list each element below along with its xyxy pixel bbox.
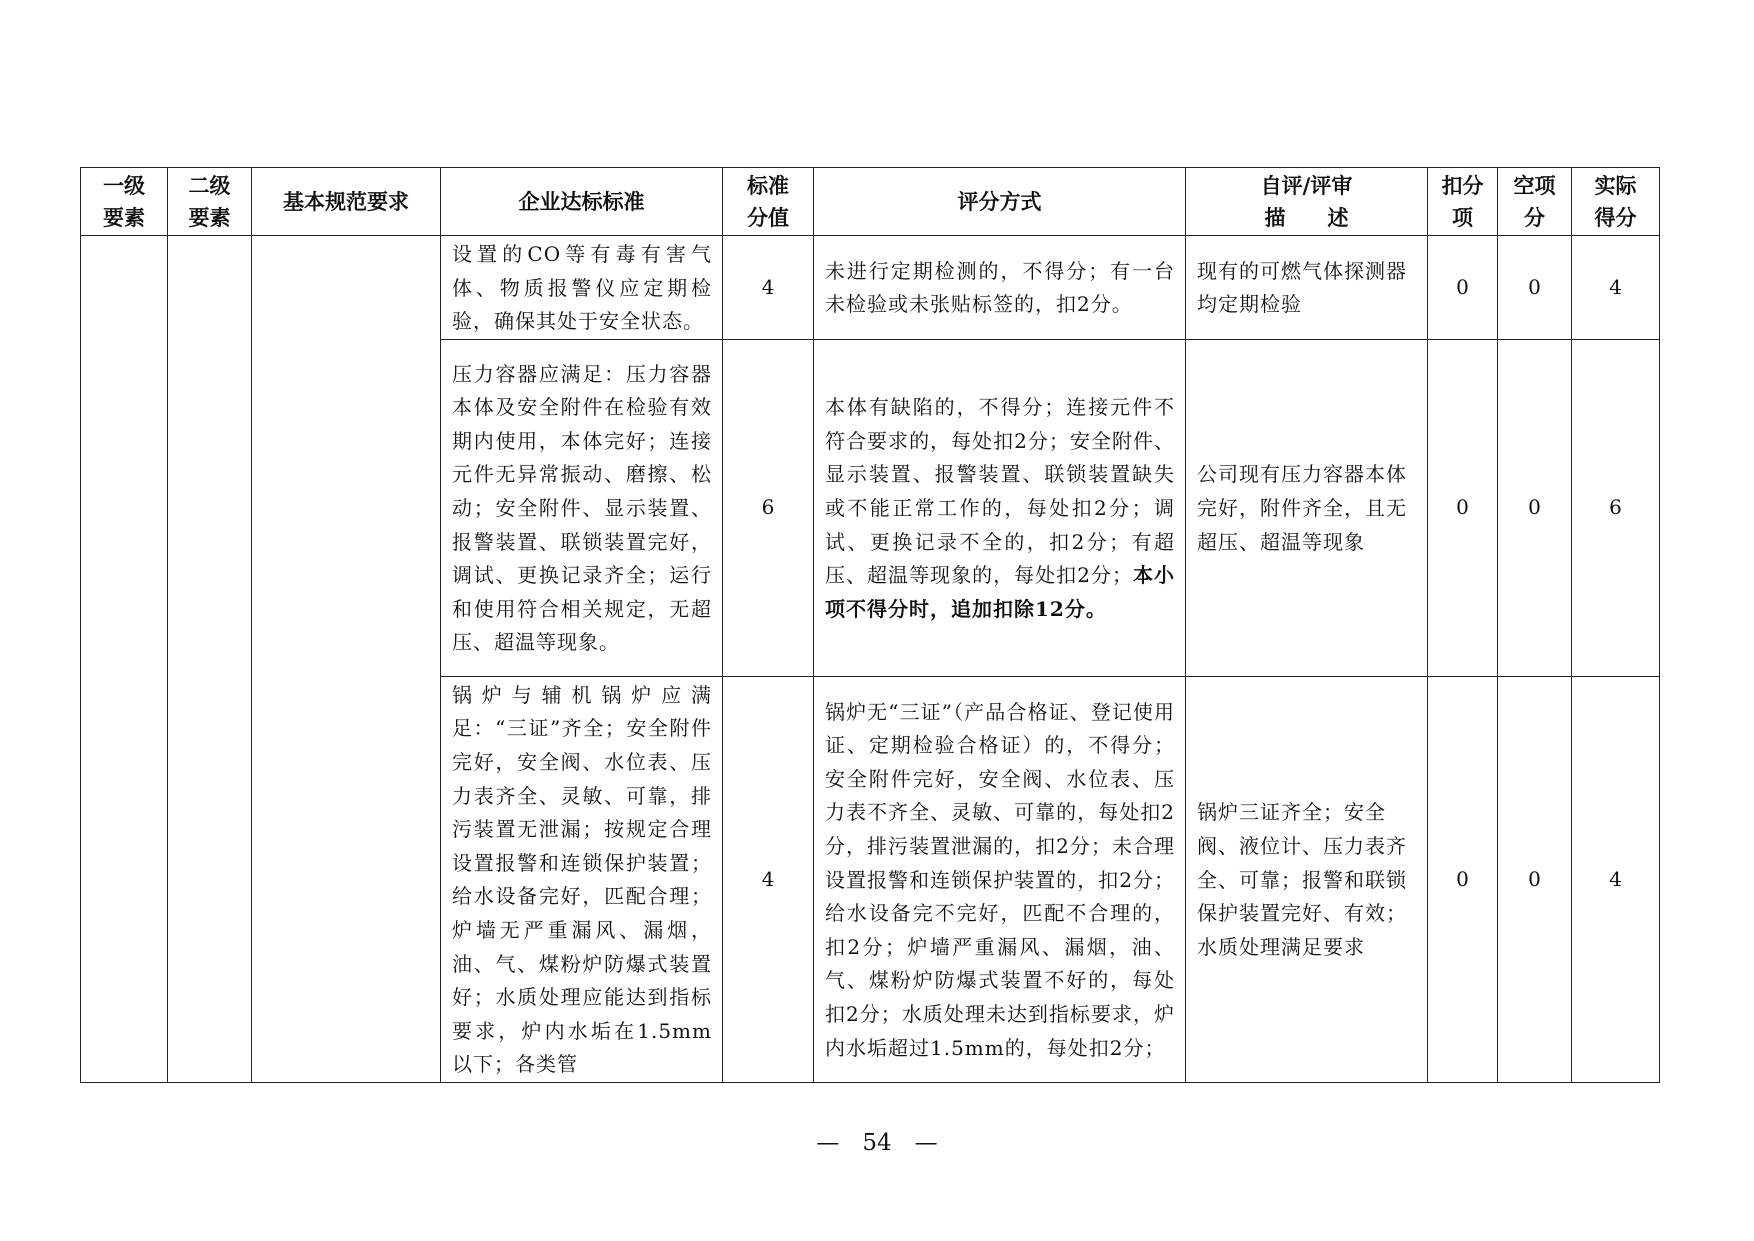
deduct-cell: 0	[1428, 676, 1498, 1082]
header-enterprise-standard: 企业达标标准	[441, 168, 723, 236]
actual-cell: 4	[1572, 676, 1660, 1082]
header-deduction: 扣分 项	[1428, 168, 1498, 236]
empty-cell: 0	[1498, 236, 1572, 340]
method-bold-note: 本小项不得分时，追加扣除12分。	[825, 563, 1176, 621]
score-cell: 4	[723, 676, 814, 1082]
review-cell: 公司现有压力容器本体完好，附件齐全，且无超压、超温等现象	[1186, 339, 1428, 676]
level1-cell	[81, 236, 168, 1083]
score-cell: 6	[723, 339, 814, 676]
deduct-cell: 0	[1428, 236, 1498, 340]
header-level1: 一级 要素	[81, 168, 168, 236]
table-row	[81, 236, 1660, 340]
header-scoring-method: 评分方式	[814, 168, 1186, 236]
evaluation-table	[80, 167, 1660, 1083]
empty-cell: 0	[1498, 339, 1572, 676]
standard-cell: 压力容器应满足：压力容器本体及安全附件在检验有效期内使用，本体完好；连接元件无异常振动、磨擦、松动；安全附件、显示装置、报警装置、联锁装置完好，调试、更换记录齐全；运行和使用符合相关规定，无超压、超温等现象。	[441, 339, 723, 676]
basic-requirement-cell	[252, 236, 441, 1083]
standard-cell: 设置的CO等有毒有害气体、物质报警仪应定期检验，确保其处于安全状态。	[441, 236, 723, 340]
page-number: — 54 —	[816, 1130, 938, 1156]
table-header-row	[81, 168, 1660, 236]
header-level2: 二级 要素	[168, 168, 252, 236]
method-cell: 未进行定期检测的，不得分；有一台未检验或未张贴标签的，扣2分。	[814, 236, 1186, 340]
header-actual-score: 实际 得分	[1572, 168, 1660, 236]
level2-cell	[168, 236, 252, 1083]
empty-cell: 0	[1498, 676, 1572, 1082]
method-cell: 锅炉无“三证”（产品合格证、登记使用证、定期检验合格证）的，不得分；安全附件完好，安全阀、水位表、压力表不齐全、灵敏、可靠的，每处扣2分，排污装置泄漏的，扣2分；未合理设置报警和连锁保护装置的，扣2分；给水设备完不完好，匹配不合理的，扣2分；炉墙严重漏风、漏烟，油、气、煤粉炉防爆式装置不好的，每处扣2分；水质处理未达到指标要求，炉内水垢超过1.5mm的，每处扣2分；	[814, 676, 1186, 1082]
actual-cell: 4	[1572, 236, 1660, 340]
score-cell: 4	[723, 236, 814, 340]
header-basic-requirement: 基本规范要求	[252, 168, 441, 236]
actual-cell: 6	[1572, 339, 1660, 676]
deduct-cell: 0	[1428, 339, 1498, 676]
review-cell: 锅炉三证齐全；安全阀、液位计、压力表齐全、可靠；报警和联锁保护装置完好、有效；水质处理满足要求	[1186, 676, 1428, 1082]
standard-cell: 锅炉与辅机锅炉应满足：“三证”齐全；安全附件完好，安全阀、水位表、压力表齐全、灵敏、可靠，排污装置无泄漏；按规定合理设置报警和连锁保护装置；给水设备完好，匹配合理；炉墙无严重漏风、漏烟，油、气、煤粉炉防爆式装置好；水质处理应能达到指标要求，炉内水垢在1.5mm以下；各类管	[441, 676, 723, 1082]
header-standard-score: 标准 分值	[723, 168, 814, 236]
review-cell: 现有的可燃气体探测器均定期检验	[1186, 236, 1428, 340]
header-review-description: 自评/评审 描 述	[1186, 168, 1428, 236]
method-cell: 本体有缺陷的，不得分；连接元件不符合要求的，每处扣2分；安全附件、显示装置、报警装置、联锁装置缺失或不能正常工作的，每处扣2分；调试、更换记录不全的，扣2分；有超压、超温等现象的，每处扣2分；本小项不得分时，追加扣除12分。	[814, 339, 1186, 676]
header-empty-score: 空项 分	[1498, 168, 1572, 236]
